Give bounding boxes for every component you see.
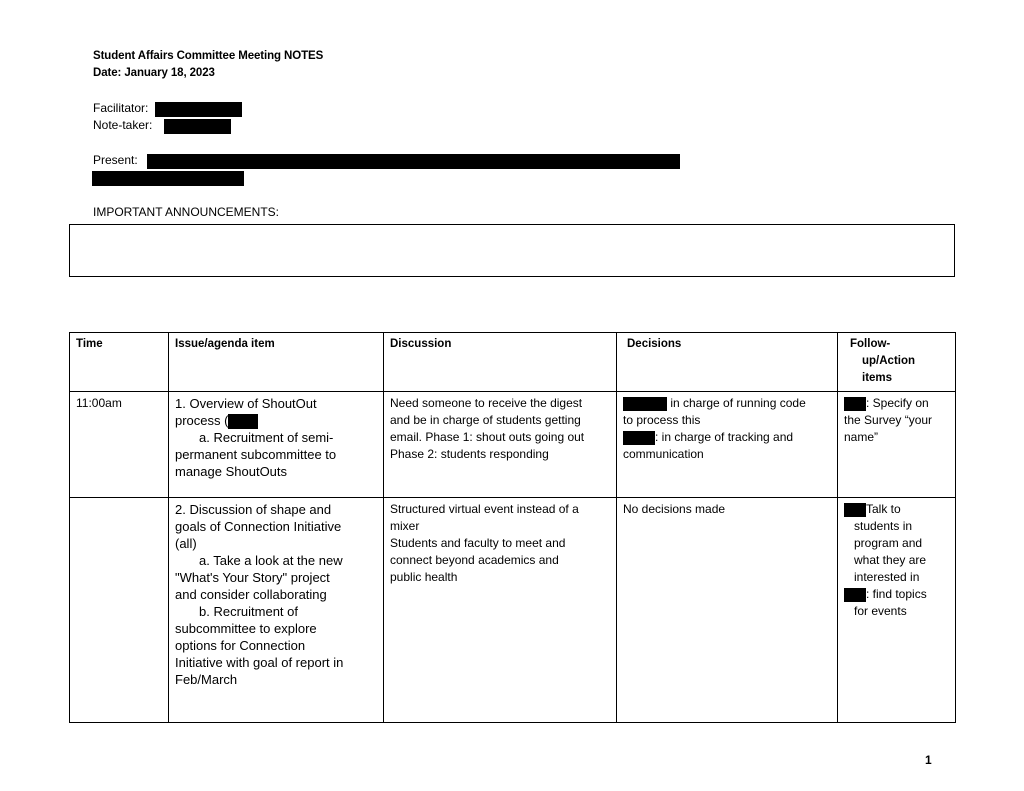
issue-line: (all) [175,536,197,551]
cell-discussion [384,392,617,498]
header-time: Time [70,333,169,392]
cell-decisions [617,498,838,723]
header-followup-line: items [862,372,893,384]
issue-line: a. Take a look at the new [199,553,343,568]
followup-line: the Survey “your [844,413,933,427]
decision-line: : in charge of tracking and [623,429,831,446]
issue-line: manage ShoutOuts [175,464,288,480]
issue-line: and consider collaborating [175,587,327,602]
decision-line: No decisions made [623,502,726,516]
cell-followup [838,392,956,498]
table-row [70,498,956,723]
issue-line: 1. Overview of ShoutOut [175,396,317,411]
header-followup-line: up/Action [862,355,916,367]
cell-followup [838,498,956,723]
cell-discussion [384,498,617,723]
discussion-line: email. Phase 1: shout outs going out [390,430,585,444]
followup-line: students in [854,519,913,533]
followup-line: for events [854,604,907,618]
decision-line: in charge of running code [623,395,831,412]
header-discussion: Discussion [384,333,617,392]
header-followup [838,333,956,392]
table-row [70,392,956,498]
followup-line: : Specify on [844,395,949,412]
issue-line: process ( [175,412,377,429]
redaction-bar [92,171,244,186]
redaction-bar [623,397,667,411]
discussion-line: Phase 2: students responding [390,447,549,461]
issue-line: Feb/March [175,672,238,687]
announcements-box [69,224,955,277]
discussion-line: mixer [390,519,420,533]
redaction-bar [844,503,866,517]
notetaker-label: Note-taker: [93,118,153,132]
redaction-bar [623,431,655,445]
agenda-table [69,332,956,723]
issue-line: goals of Connection Initiative [175,519,342,534]
issue-line: subcommittee to explore [175,621,317,636]
redaction-bar [844,397,866,411]
header-decisions: Decisions [617,333,838,392]
redaction-bar [147,154,680,169]
discussion-line: connect beyond academics and [390,553,559,567]
followup-line: : find topics [844,586,949,603]
redaction-bar [228,414,258,429]
followup-line: program and [854,536,923,550]
redaction-bar [164,119,231,134]
cell-issue [169,392,384,498]
cell-time: 11:00am [70,392,169,498]
followup-line: interested in [854,570,920,584]
page-number: 1 [925,753,932,767]
issue-line: permanent subcommittee to [175,447,337,463]
followup-line: Talk to [844,501,949,518]
issue-line: a. Recruitment of semi- [199,430,334,446]
table-header-row [70,333,956,392]
announcements-label: IMPORTANT ANNOUNCEMENTS: [93,205,280,219]
issue-line: options for Connection [175,638,306,653]
cell-time [70,498,169,723]
facilitator-label: Facilitator: [93,101,149,115]
followup-line: what they are [854,553,927,567]
issue-line: b. Recruitment of [199,604,298,619]
header-followup-line: Follow- [850,338,891,350]
issue-line: "What's Your Story" project [175,570,330,585]
decision-line: communication [623,447,704,461]
issue-line: 2. Discussion of shape and [175,502,332,517]
redaction-bar [155,102,242,117]
cell-decisions [617,392,838,498]
document-title: Student Affairs Committee Meeting NOTES [93,50,324,62]
discussion-line: Need someone to receive the digest [390,396,583,410]
header-issue: Issue/agenda item [169,333,384,392]
cell-issue [169,498,384,723]
discussion-line: Structured virtual event instead of a [390,502,579,516]
decision-line: to process this [623,413,701,427]
redaction-bar [844,588,866,602]
present-label: Present: [93,153,138,167]
issue-line: Initiative with goal of report in [175,655,344,670]
meeting-date: Date: January 18, 2023 [93,67,215,79]
discussion-line: and be in charge of students getting [390,413,581,427]
discussion-line: Students and faculty to meet and [390,536,566,550]
followup-line: name” [844,430,879,444]
discussion-line: public health [390,570,458,584]
